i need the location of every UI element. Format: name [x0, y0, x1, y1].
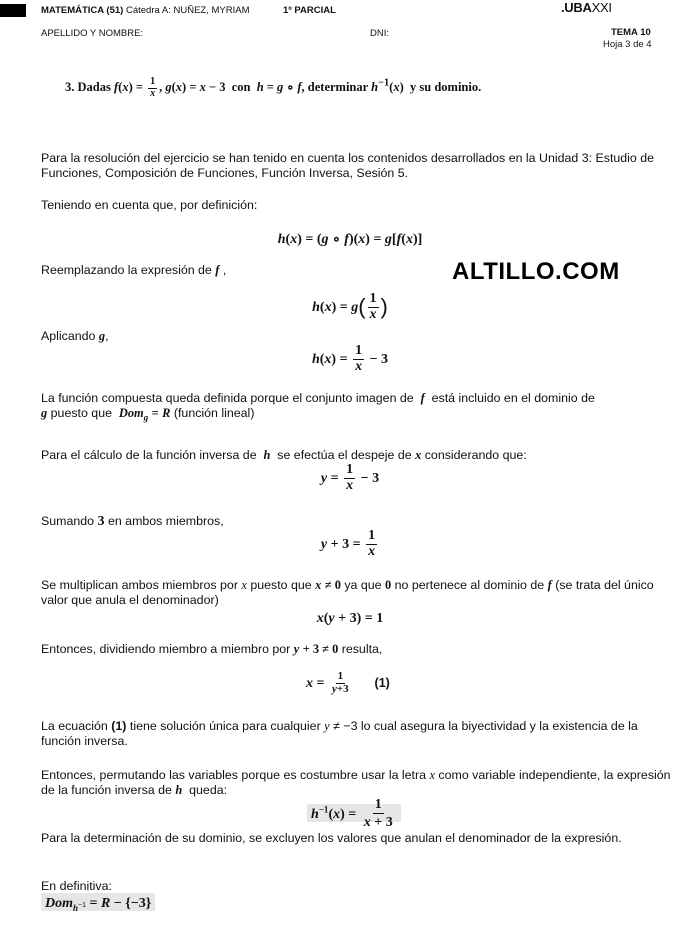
- paragraph-conclusion: En definitiva:: [41, 879, 112, 893]
- equation-x-times: x(y + 3) = 1: [316, 611, 384, 626]
- paragraph-intro: Para la resolución del ejercicio se han tenido en cuenta los contenidos desarrollados en la Unidad 3: Estudio de Funciones, Composición de Funciones, Función Inversa, Sesión 5.: [41, 151, 655, 180]
- paragraph-inverse-calc: Para el cálculo de la función inversa de h se efectúa el despeje de x considerando que:: [41, 448, 527, 462]
- paragraph-apply-g: Aplicando g,: [41, 329, 109, 343]
- equation-inverse: $h^{-1}(x)$ = $\frac{1}{x + 3}$: [307, 798, 401, 830]
- watermark-text: ALTILLO.COM: [452, 258, 620, 285]
- uba-logo: .UBAXXI: [561, 0, 612, 15]
- equation-h-result: h(x) = $\frac{1}{x}$ − 3: [311, 343, 389, 374]
- paragraph-composition-defined: La función compuesta queda definida porque el conjunto imagen de f está incluido en el dominio de g puesto que Dom$_g$ = R (función lineal): [41, 391, 595, 423]
- name-label: APELLIDO Y NOMBRE:: [41, 28, 144, 39]
- paragraph-replace-f: Reemplazando la expresión de f ,: [41, 263, 227, 277]
- paragraph-domain: Para la determinación de su dominio, se excluyen los valores que anulan el denominador de la expresión.: [41, 831, 622, 845]
- header-black-bar: [0, 4, 26, 17]
- equation-composition: h(x) = (g ∘ f)(x) = g[f(x)]: [277, 232, 423, 247]
- paragraph-definition: Teniendo en cuenta que, por definición:: [41, 198, 258, 212]
- exam-title: 1º PARCIAL: [283, 5, 336, 16]
- problem-statement: 3. Dadas f(x) = $\frac{1}{x}$ , g(x) = x − 3 con h = g ∘ f, determinar $h^{-1}(x)$ y su dominio.: [65, 76, 482, 99]
- paragraph-multiply: Se multiplican ambos miembros por x puesto que x ≠ 0 ya que 0 no pertenece al dominio de f (se trata del único valor que anula el denominador): [41, 578, 654, 607]
- paragraph-divide: Entonces, dividiendo miembro a miembro por y + 3 ≠ 0 resulta,: [41, 642, 383, 656]
- equation-x-solution: x = $\frac{1}{y+3}$ (1): [306, 670, 390, 695]
- paragraph-add-three: Sumando 3 en ambos miembros,: [41, 514, 224, 529]
- equation-final-domain: Dom$_{h^{-1}}$ = R − {−3}: [41, 894, 155, 913]
- tema-label: TEMA 10: [611, 27, 651, 38]
- hoja-label: Hoja 3 de 4: [603, 39, 652, 50]
- equation-h-g-of-frac: h(x) = g( $\frac{1}{x}$ ): [312, 291, 388, 322]
- equation-y-plus-three: y + 3 = $\frac{1}{x}$: [320, 528, 376, 559]
- paragraph-unique-solution: La ecuación (1) tiene solución única para cualquier y ≠ −3 lo cual asegura la biyectividad y la existencia de la función inversa.: [41, 719, 638, 748]
- paragraph-permute: Entonces, permutando las variables porque es costumbre usar la letra x como variable independiente, la expresión de la función inversa de h queda:: [41, 768, 671, 797]
- course-title: MATEMÁTICA (51) Cátedra A: NUÑEZ, MYRIAM: [41, 5, 250, 16]
- equation-y: y = $\frac{1}{x}$ − 3: [320, 462, 380, 493]
- dni-label: DNI:: [370, 28, 389, 39]
